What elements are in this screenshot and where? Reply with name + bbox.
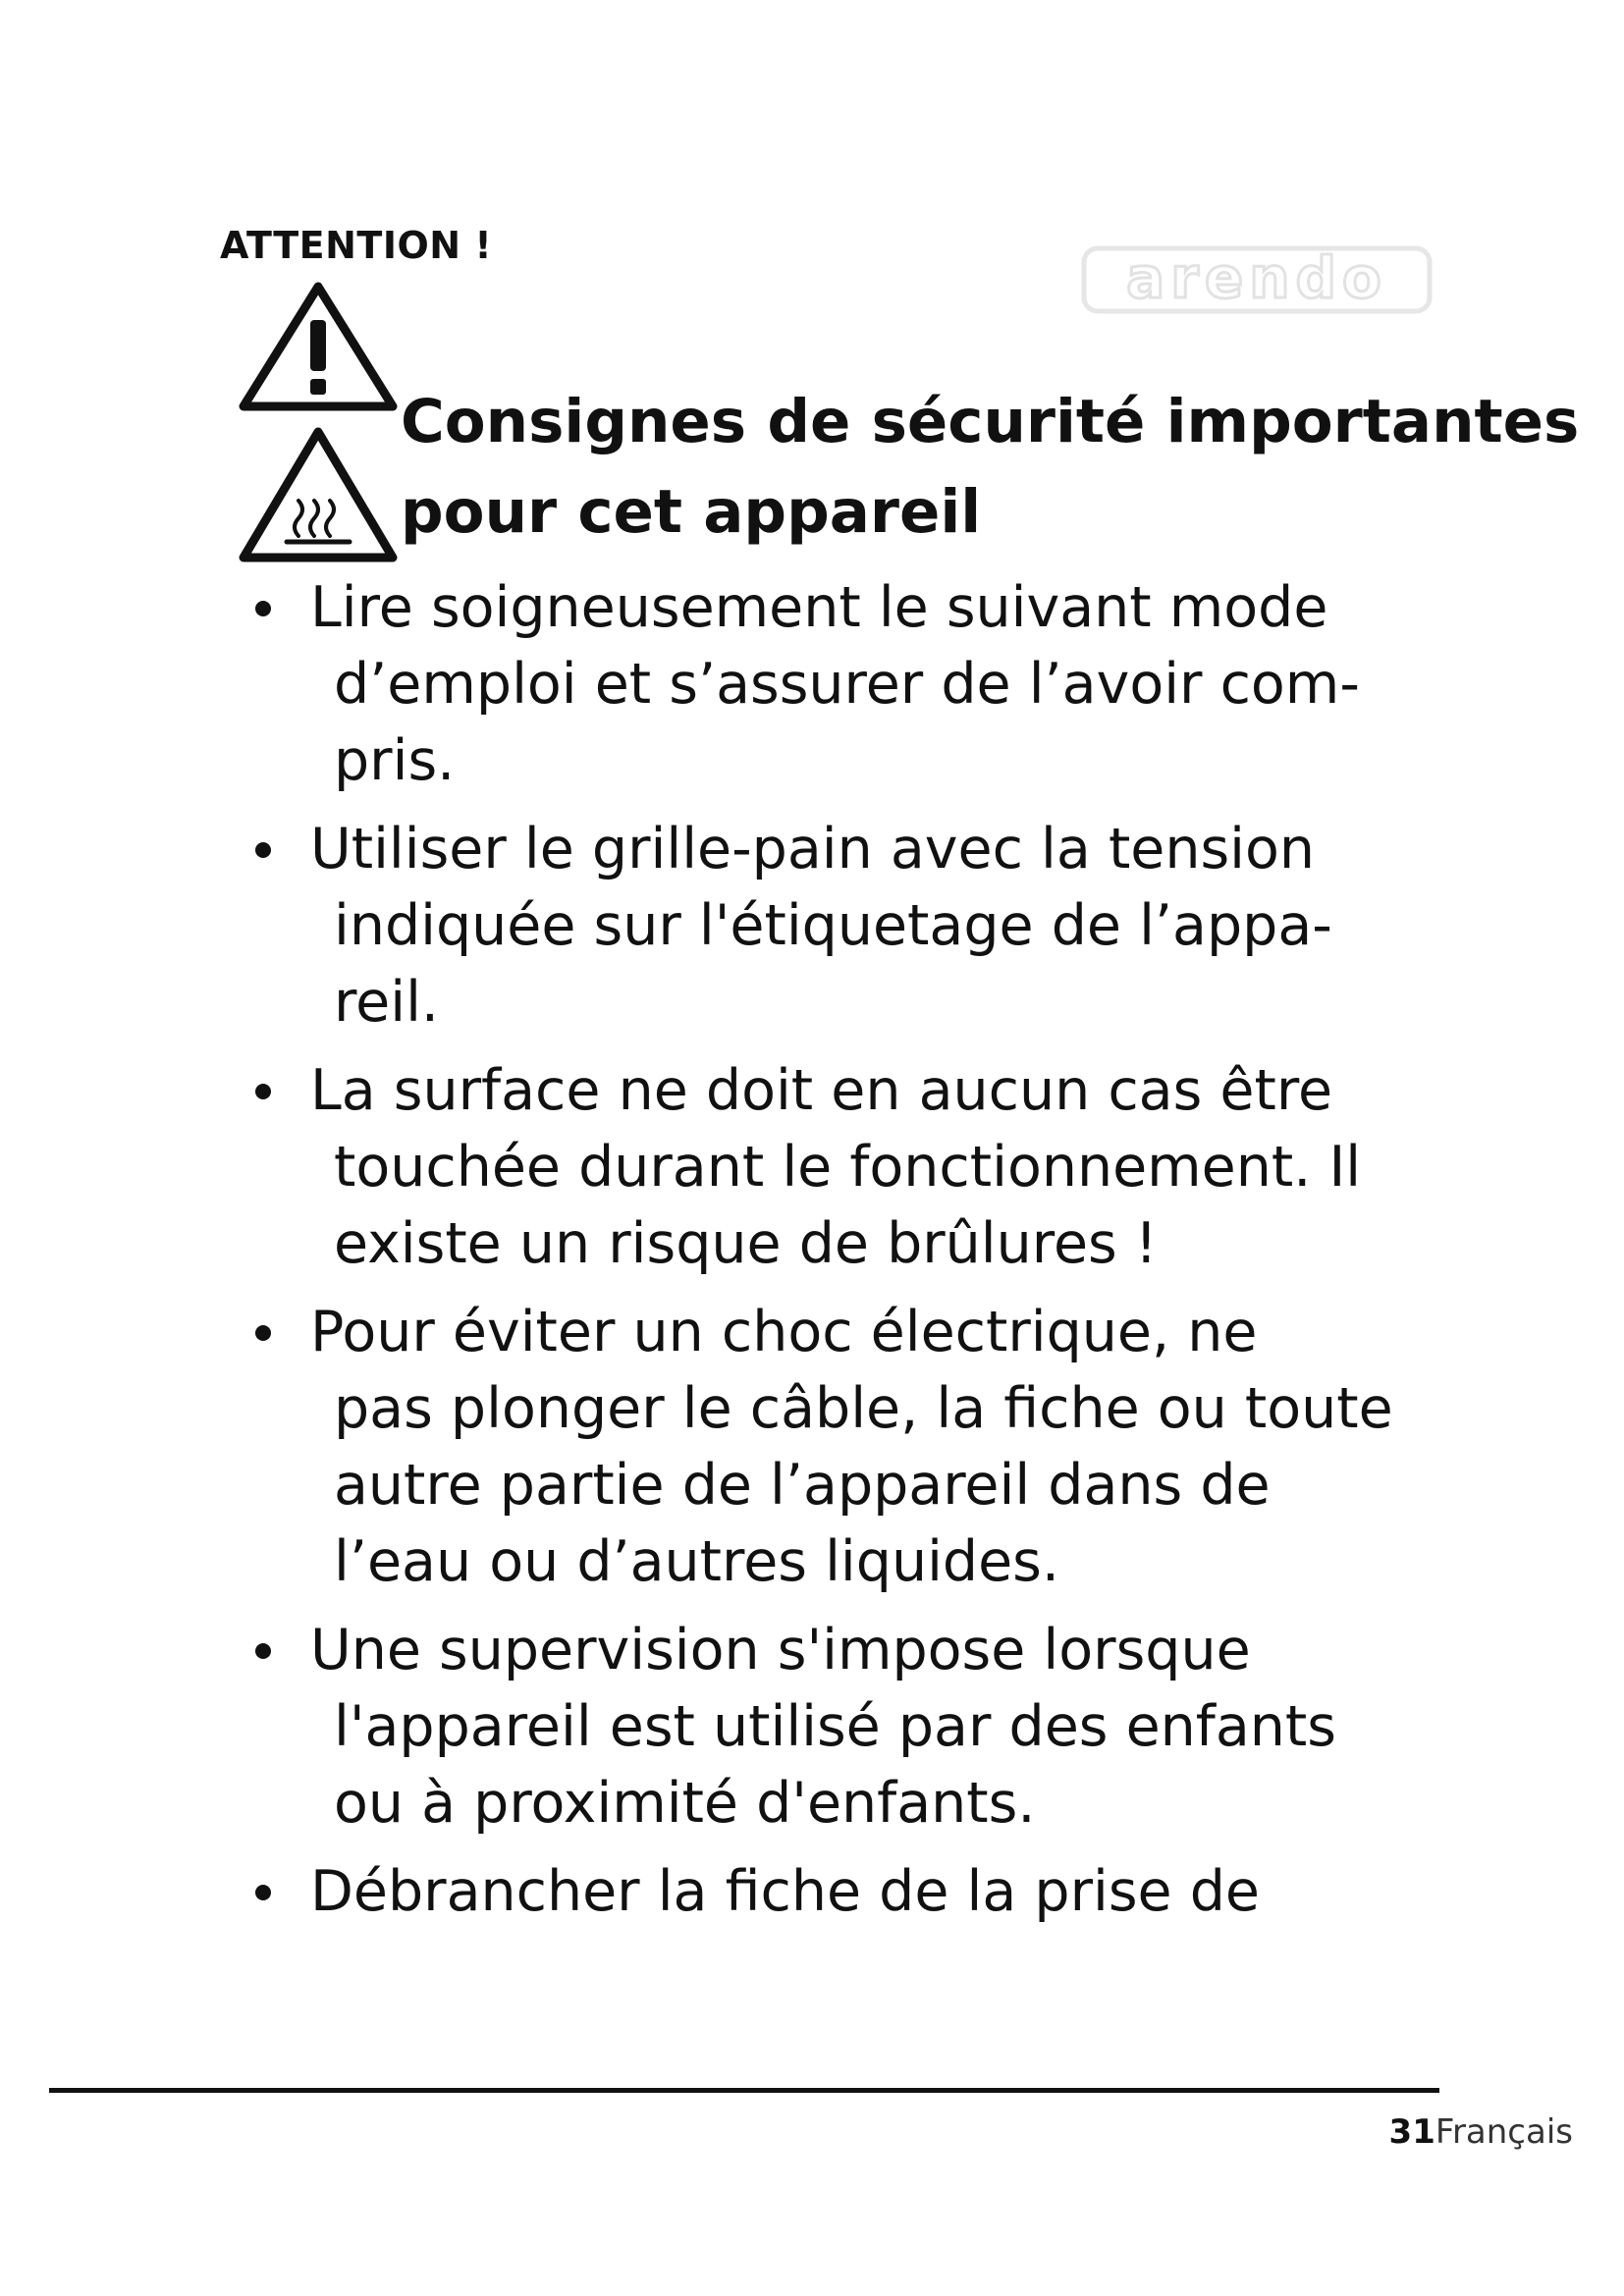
- attention-label: ATTENTION !: [220, 224, 493, 267]
- bullet-icon: [255, 1885, 271, 1900]
- page-language: Français: [1435, 2112, 1573, 2152]
- list-item-line: l’eau ou d’autres liquides.: [334, 1529, 1059, 1594]
- list-item: [236, 1052, 1453, 1282]
- bullet-icon: [255, 601, 271, 616]
- page-title-line: pour cet appareil: [401, 477, 982, 547]
- list-item: [236, 1612, 1453, 1842]
- list-item-line: autre partie de l’appareil dans de: [334, 1453, 1271, 1518]
- bullet-icon: [255, 842, 271, 858]
- list-item-line: ou à proximité d'enfants.: [334, 1771, 1036, 1836]
- safety-instructions-list: [236, 569, 1453, 1942]
- list-item: [236, 1294, 1453, 1600]
- bullet-icon: [255, 1325, 271, 1341]
- list-item-line: indiquée sur l'étiquetage de l’appa-: [334, 893, 1332, 958]
- arendo-logo: [1080, 240, 1434, 319]
- footer-divider: [49, 2088, 1439, 2093]
- list-item-line: pas plonger le câble, la fiche ou toute: [334, 1376, 1393, 1441]
- list-item-line: Débrancher la fiche de la prise de: [310, 1859, 1260, 1924]
- list-item: [236, 811, 1453, 1041]
- list-item-line: La surface ne doit en aucun cas être: [310, 1058, 1333, 1123]
- svg-text:arendo: arendo: [1126, 244, 1387, 311]
- list-item-line: touchée durant le fonctionnement. Il: [334, 1135, 1362, 1200]
- page-number: [1389, 2112, 1573, 2152]
- list-item-line: Utiliser le grille-pain avec la tension: [310, 817, 1316, 881]
- list-item-line: l'appareil est utilisé par des enfants: [334, 1694, 1336, 1759]
- list-item-line: reil.: [334, 970, 440, 1035]
- page-title-line: Consignes de sécurité importantes: [401, 387, 1580, 456]
- exclamation-warning-icon: [236, 277, 401, 416]
- list-item: [236, 569, 1453, 799]
- bullet-icon: [255, 1084, 271, 1099]
- list-item-line: pris.: [334, 728, 456, 793]
- list-item-line: Lire soigneusement le suivant mode: [310, 575, 1328, 640]
- list-item-line: existe un risque de brûlures !: [334, 1211, 1158, 1276]
- list-item-line: Une supervision s'impose lorsque: [310, 1618, 1251, 1682]
- hot-surface-warning-icon: [236, 422, 401, 567]
- list-item-line: d’emploi et s’assurer de l’avoir com-: [334, 652, 1360, 717]
- bullet-icon: [255, 1643, 271, 1659]
- page-title: [401, 377, 1580, 558]
- list-item-line: Pour éviter un choc électrique, ne: [310, 1300, 1258, 1364]
- page-number-value: 31: [1388, 2112, 1435, 2152]
- list-item: [236, 1853, 1453, 1930]
